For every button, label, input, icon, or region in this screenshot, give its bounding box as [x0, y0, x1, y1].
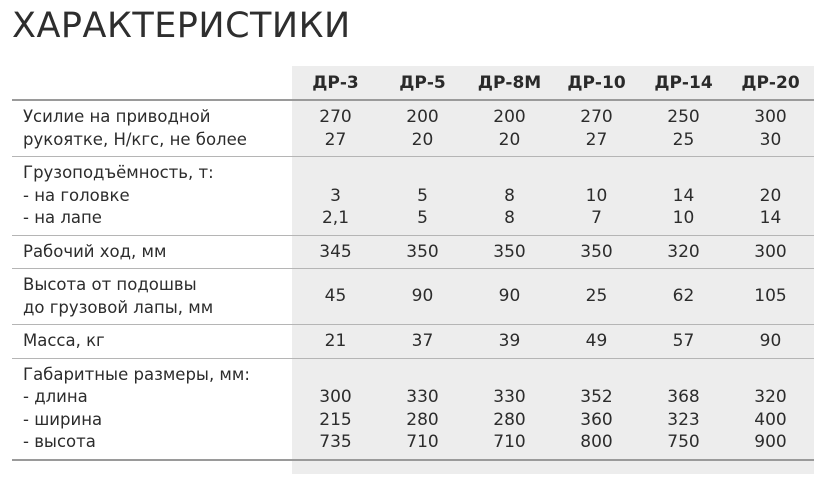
value-cell: [292, 162, 379, 185]
page-title: ХАРАКТЕРИСТИКИ: [12, 6, 351, 46]
table-row-line: [12, 330, 814, 353]
value-cell: 330: [493, 387, 526, 407]
row-label: - высота: [23, 432, 96, 451]
row-values: [292, 409, 814, 432]
value-text: 45: [324, 286, 347, 306]
value-cell: 30: [759, 129, 782, 150]
value-cell: [727, 162, 814, 185]
value-cell: 2,1: [321, 208, 350, 228]
column-header: ДР-20: [741, 72, 800, 93]
value-cell: 8: [504, 208, 515, 228]
value-cell: 215: [319, 409, 352, 430]
value-cell: [553, 274, 640, 306]
value-cell: 27: [585, 129, 608, 150]
value-cell: 39: [498, 331, 521, 351]
value-cell: 280: [406, 409, 439, 430]
table-row-line: [12, 162, 814, 185]
value-cell: 350: [493, 241, 526, 262]
value-cell: 270: [319, 107, 352, 127]
row-label: Рабочий ход, мм: [23, 241, 167, 261]
row-label: Высота от подошвы: [23, 275, 197, 294]
value-cell: [640, 162, 727, 185]
value-cell: 27: [324, 129, 347, 150]
table-row: [12, 325, 814, 358]
value-cell: 735: [319, 432, 352, 452]
table-row: [12, 359, 814, 459]
table-row-line: [12, 129, 814, 152]
row-label: Грузоподъёмность, т:: [23, 163, 214, 182]
value-cell: [640, 274, 727, 306]
row-label: - на головке: [23, 185, 130, 205]
value-cell: 49: [585, 331, 608, 351]
value-cell: [292, 364, 379, 387]
table-row-line: [12, 386, 814, 409]
value-cell: [466, 274, 553, 306]
column-header: ДР-10: [567, 72, 626, 93]
value-cell: 323: [667, 409, 700, 430]
value-cell: 14: [672, 185, 695, 206]
value-cell: 710: [406, 432, 439, 452]
value-cell: 400: [754, 409, 787, 430]
table-bottom-border: [12, 459, 814, 461]
value-cell: 270: [580, 107, 613, 127]
value-cell: 5: [417, 208, 428, 228]
value-cell: [466, 364, 553, 387]
table-row-line: [12, 207, 814, 230]
value-cell: 25: [672, 129, 695, 150]
table-row: [12, 157, 814, 235]
row-label: Габаритные размеры, мм:: [23, 364, 250, 384]
row-values: [292, 386, 814, 409]
value-cell: 320: [754, 387, 787, 407]
table-header-row: [12, 66, 814, 99]
value-cell: [379, 162, 466, 185]
value-cell: 900: [754, 432, 787, 452]
value-cell: 360: [580, 409, 613, 430]
value-text: 105: [754, 286, 787, 306]
value-cell: [466, 162, 553, 185]
value-cell: 20: [498, 129, 521, 150]
value-cell: [727, 364, 814, 387]
row-label: Масса, кг: [23, 331, 105, 350]
row-label: - ширина: [23, 409, 103, 429]
table-row: [12, 101, 814, 156]
value-cell: 300: [754, 241, 787, 262]
value-cell: 350: [406, 241, 439, 262]
column-header: ДР-3: [312, 72, 359, 93]
row-values: [292, 106, 814, 129]
value-cell: 330: [406, 387, 439, 407]
value-cell: 368: [667, 387, 700, 407]
table-row: [12, 236, 814, 269]
value-cell: 750: [667, 432, 700, 452]
value-cell: 21: [324, 331, 347, 351]
row-values: [292, 364, 814, 387]
header-columns: [292, 73, 814, 93]
table-row-line: [12, 185, 814, 208]
value-cell: 14: [759, 208, 782, 228]
value-text: 90: [498, 286, 521, 306]
value-cell: 90: [759, 331, 782, 351]
value-cell: 3: [330, 185, 341, 206]
value-cell: 37: [411, 331, 434, 351]
row-label: Усилие на приводной: [23, 107, 211, 126]
column-header: ДР-8М: [477, 72, 542, 93]
value-cell: 300: [754, 107, 787, 127]
value-cell: 710: [493, 432, 526, 452]
table-row: [12, 269, 814, 324]
table-row-line: [12, 431, 814, 454]
value-cell: 20: [411, 129, 434, 150]
row-values: [292, 129, 814, 152]
row-values: [292, 162, 814, 185]
value-cell: [292, 274, 379, 306]
value-cell: [640, 364, 727, 387]
specs-table: [12, 66, 814, 461]
value-cell: 20: [759, 185, 782, 206]
table-row-line: [12, 241, 814, 264]
value-cell: [553, 364, 640, 387]
value-cell: 5: [417, 185, 428, 206]
table-body: [12, 101, 814, 461]
value-cell: 200: [493, 107, 526, 127]
column-header: ДР-14: [654, 72, 713, 93]
value-cell: 10: [585, 185, 608, 206]
value-text: 90: [411, 286, 434, 306]
table-row-line: [12, 106, 814, 129]
value-cell: 7: [591, 208, 602, 228]
value-text: 25: [585, 286, 608, 306]
value-cell: [379, 364, 466, 387]
row-label: - на лапе: [23, 208, 102, 227]
value-cell: [727, 274, 814, 306]
value-cell: 200: [406, 107, 439, 127]
value-cell: 10: [672, 208, 695, 228]
value-cell: 350: [580, 241, 613, 262]
value-text: 62: [672, 286, 695, 306]
table-row-line: [12, 364, 814, 387]
column-header: ДР-5: [399, 72, 446, 93]
value-cell: 57: [672, 331, 695, 351]
row-values: [292, 431, 814, 454]
value-cell: 250: [667, 107, 700, 127]
row-values: [292, 185, 814, 208]
value-cell: 800: [580, 432, 613, 452]
table-row-line: [12, 274, 814, 306]
row-label: до грузовой лапы, мм: [23, 297, 214, 317]
value-cell: 352: [580, 387, 613, 407]
value-cell: 300: [319, 387, 352, 407]
row-values: [292, 274, 814, 306]
row-values: [292, 241, 814, 264]
value-cell: 345: [319, 241, 352, 262]
value-cell: 320: [667, 241, 700, 262]
value-cell: 8: [504, 185, 515, 206]
row-values: [292, 207, 814, 230]
table-row-line: [12, 409, 814, 432]
row-values: [292, 330, 814, 353]
value-cell: [553, 162, 640, 185]
value-cell: [379, 274, 466, 306]
value-cell: 280: [493, 409, 526, 430]
row-label: - длина: [23, 387, 88, 406]
row-label: рукоятке, Н/кгс, не более: [23, 129, 247, 149]
